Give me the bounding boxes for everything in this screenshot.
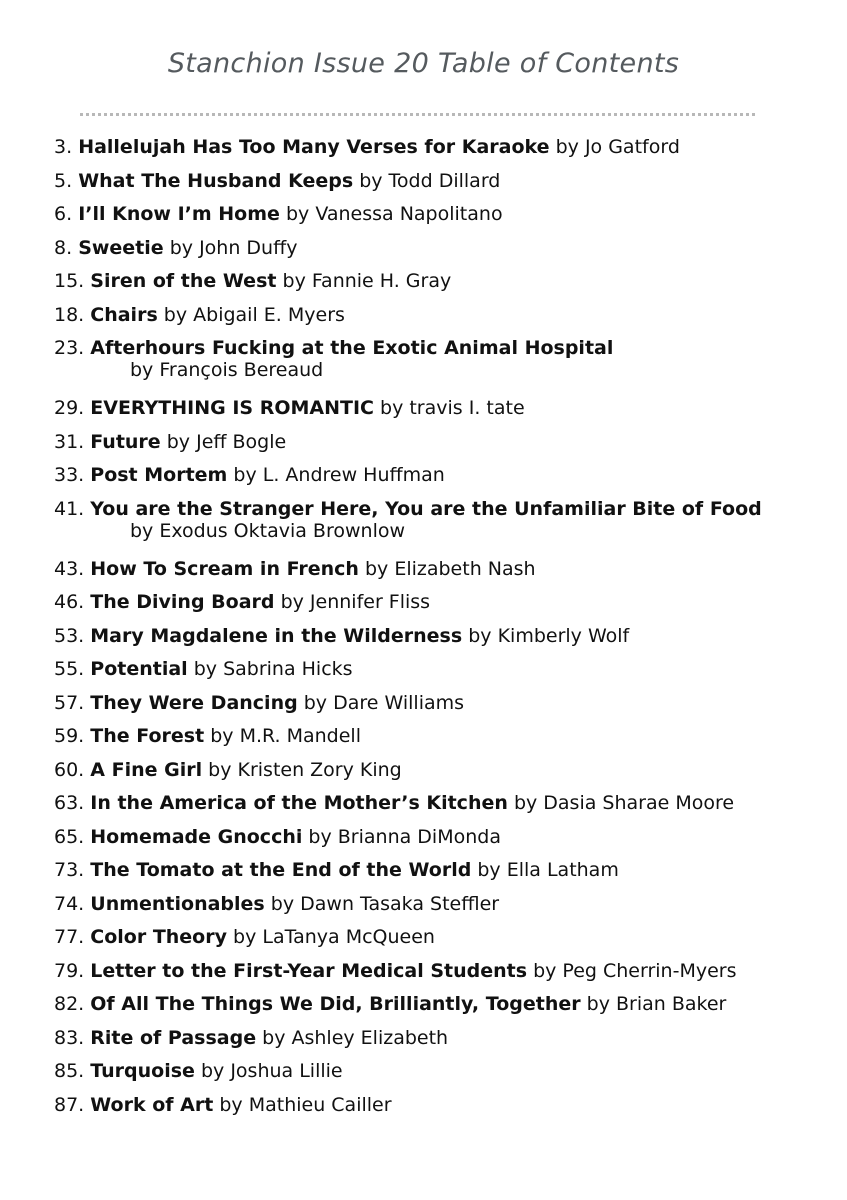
toc-author: by Brian Baker [586, 993, 727, 1015]
toc-page-number: 77. [54, 926, 85, 948]
toc-title: Of All The Things We Did, Brilliantly, Together [90, 993, 581, 1015]
toc-author: by Joshua Lillie [200, 1060, 343, 1082]
toc-entry [54, 337, 834, 381]
toc-title: How To Scream in French [90, 557, 359, 580]
toc-title: In the America of the Mother’s Kitchen [90, 792, 508, 814]
toc-title: Color Theory [90, 926, 227, 948]
toc-author: by travis I. tate [380, 397, 525, 419]
page-title: Stanchion Issue 20 Table of Contents [167, 48, 680, 79]
toc-author: by Kristen Zory King [208, 758, 402, 781]
toc-entry [54, 397, 834, 419]
toc-entry [54, 237, 834, 259]
toc-entry [54, 993, 834, 1015]
toc-page-number: 46. [54, 591, 85, 613]
toc-author: by Sabrina Hicks [193, 658, 353, 680]
toc-author: by Mathieu Cailler [219, 1093, 392, 1116]
toc-page-number: 59. [54, 725, 85, 747]
toc-author: by Fannie H. Gray [282, 270, 452, 292]
toc-author: by Ella Latham [477, 859, 619, 881]
toc-title: Rite of Passage [90, 1026, 257, 1049]
toc-title: Future [90, 430, 161, 453]
toc-entry [54, 792, 834, 814]
toc-entry [54, 270, 834, 292]
toc-author: by François Bereaud [130, 359, 324, 381]
toc-page-number: 57. [54, 691, 85, 714]
toc-entry [54, 893, 834, 915]
toc-page-number: 23. [54, 337, 85, 359]
toc-title: Mary Magdalene in the Wilderness [90, 624, 463, 647]
toc-page-number: 85. [54, 1060, 85, 1082]
toc-title: The Diving Board [90, 591, 275, 613]
toc-title: Unmentionables [90, 892, 265, 915]
toc-title: Post Mortem [90, 464, 228, 486]
toc-page-number: 29. [54, 397, 85, 419]
toc-entry [54, 136, 834, 158]
toc-page-number: 33. [54, 464, 85, 486]
toc-author: by Dare Williams [303, 691, 465, 714]
toc-title: A Fine Girl [90, 758, 203, 781]
toc-entry [54, 826, 834, 848]
toc-author: by Jo Gatford [555, 136, 680, 158]
toc-title: The Forest [90, 725, 205, 747]
toc-entry [54, 464, 834, 486]
toc-author: by Elizabeth Nash [364, 557, 536, 580]
toc-page-number: 15. [54, 270, 85, 292]
toc-entry [54, 658, 834, 680]
toc-author: by Kimberly Wolf [468, 624, 630, 647]
toc-entry [54, 1060, 834, 1082]
toc-page-number: 5. [54, 169, 73, 192]
toc-page-number: 18. [54, 303, 85, 326]
toc-page-number: 6. [54, 203, 73, 225]
toc-entry [54, 692, 834, 714]
toc-entry [54, 558, 834, 580]
toc-title: The Tomato at the End of the World [90, 859, 472, 881]
toc-author: by Dawn Tasaka Steffler [270, 892, 500, 915]
toc-entry [54, 926, 834, 948]
toc-page-number: 79. [54, 959, 85, 982]
toc-author: by L. Andrew Huffman [233, 464, 445, 486]
toc-title: Chairs [90, 303, 158, 326]
toc-page-number: 3. [54, 136, 73, 158]
toc-entry [54, 591, 834, 613]
toc-author: by LaTanya McQueen [233, 926, 435, 948]
toc-author: by Todd Dillard [359, 169, 501, 192]
toc-entry [54, 759, 834, 781]
toc-author: by Jeff Bogle [166, 430, 287, 453]
toc-title: I’ll Know I’m Home [78, 203, 280, 225]
toc-title: EVERYTHING IS ROMANTIC [90, 397, 374, 419]
toc-page-number: 63. [54, 792, 85, 814]
toc-author: by Jennifer Fliss [280, 591, 431, 613]
toc-page-number: 83. [54, 1026, 85, 1049]
toc-author: by John Duffy [169, 236, 298, 259]
toc-page-number: 31. [54, 430, 85, 453]
toc-title: Afterhours Fucking at the Exotic Animal Hospital [90, 337, 614, 359]
toc-entry [54, 304, 834, 326]
toc-title: Potential [90, 658, 188, 680]
toc-page-number: 60. [54, 758, 85, 781]
table-of-contents [54, 136, 834, 1127]
toc-page-number: 87. [54, 1093, 85, 1116]
toc-author: by Vanessa Napolitano [285, 203, 503, 225]
toc-title: Letter to the First-Year Medical Students [90, 959, 528, 982]
toc-author: by Ashley Elizabeth [262, 1026, 449, 1049]
toc-author: by Abigail E. Myers [163, 303, 345, 326]
toc-entry [54, 1094, 834, 1116]
toc-entry [54, 203, 834, 225]
toc-page-number: 53. [54, 624, 85, 647]
toc-page-number: 65. [54, 825, 85, 848]
toc-entry [54, 859, 834, 881]
toc-entry [54, 960, 834, 982]
toc-page-number: 73. [54, 859, 85, 881]
toc-title: Homemade Gnocchi [90, 825, 303, 848]
toc-page-number: 55. [54, 658, 85, 680]
dotted-divider [80, 113, 755, 116]
toc-entry [54, 1027, 834, 1049]
toc-entry [54, 498, 834, 542]
toc-entry [54, 170, 834, 192]
toc-author: by Exodus Oktavia Brownlow [130, 519, 406, 542]
toc-entry [54, 725, 834, 747]
toc-title: Sweetie [78, 236, 164, 259]
toc-page-number: 8. [54, 236, 73, 259]
toc-page-number: 82. [54, 993, 85, 1015]
toc-page-number: 41. [54, 497, 85, 520]
toc-entry [54, 625, 834, 647]
toc-entry [54, 431, 834, 453]
toc-author: by Brianna DiMonda [308, 825, 501, 848]
toc-title: Hallelujah Has Too Many Verses for Karaoke [78, 136, 550, 158]
toc-title: What The Husband Keeps [78, 169, 354, 192]
toc-title: Siren of the West [90, 270, 277, 292]
toc-title: You are the Stranger Here, You are the Unfamiliar Bite of Food [90, 497, 762, 520]
toc-page-number: 74. [54, 892, 85, 915]
toc-author: by Peg Cherrin-Myers [533, 959, 737, 982]
toc-title: Work of Art [90, 1093, 214, 1116]
toc-title: They Were Dancing [90, 691, 298, 714]
toc-page-number: 43. [54, 557, 85, 580]
toc-author: by Dasia Sharae Moore [513, 792, 735, 814]
toc-title: Turquoise [90, 1060, 195, 1082]
toc-author: by M.R. Mandell [210, 725, 361, 747]
